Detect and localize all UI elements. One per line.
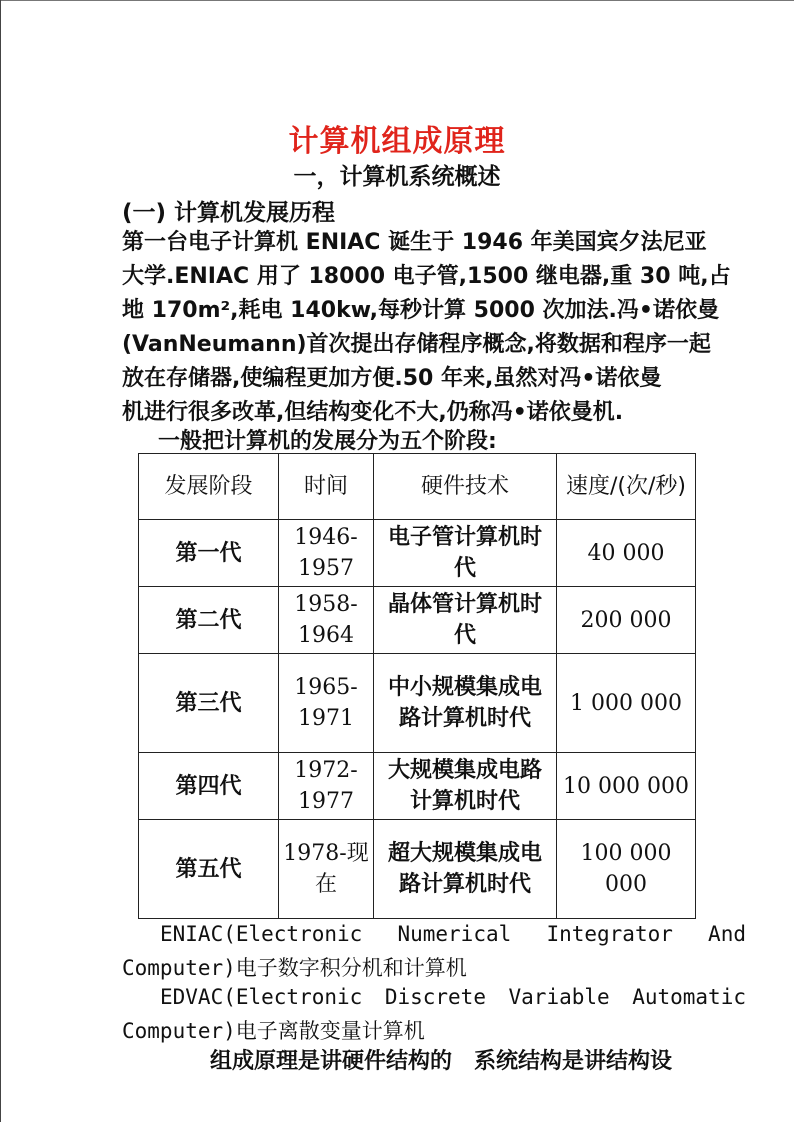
- paragraph-line: 机进行很多改革,但结构变化不大,仍称冯•诺依曼机.: [122, 400, 624, 425]
- edvac-word: EDVAC(Electronic: [160, 985, 363, 1009]
- technology-cell: 超大规模集成电路计算机时代: [374, 820, 557, 919]
- stage-cell: 第四代: [139, 753, 279, 820]
- period-cell: 1946-1957: [279, 520, 374, 587]
- header-stage: 发展阶段: [139, 454, 279, 520]
- page-top-border: [0, 0, 794, 1]
- eniac-definition-line: [160, 922, 746, 946]
- speed-cell: 1 000 000: [557, 654, 696, 753]
- edvac-word: Discrete: [384, 985, 486, 1009]
- eniac-word: And: [708, 922, 746, 946]
- section-heading: (一) 计算机发展历程: [122, 200, 336, 226]
- stage-cell: 第三代: [139, 654, 279, 753]
- table-row: [139, 753, 696, 820]
- table-row: [139, 587, 696, 654]
- period-cell: 1978-现在: [279, 820, 374, 919]
- closing-line: 组成原理是讲硬件结构的 系统结构是讲结构设: [210, 1049, 673, 1074]
- eniac-word: ENIAC(Electronic: [160, 922, 363, 946]
- table-row: [139, 654, 696, 753]
- chapter-heading: 一，计算机系统概述: [293, 164, 501, 190]
- technology-cell: 大规模集成电路计算机时代: [374, 753, 557, 820]
- header-period: 时间: [279, 454, 374, 520]
- period-cell: 1965-1971: [279, 654, 374, 753]
- paragraph-line: 第一台电子计算机 ENIAC 诞生于 1946 年美国宾夕法尼亚: [122, 230, 707, 255]
- paragraph-line: (VanNeumann)首次提出存储程序概念,将数据和程序一起: [122, 332, 711, 357]
- edvac-definition-tail: Computer)电子离散变量计算机: [122, 1019, 425, 1043]
- edvac-word: Automatic: [632, 985, 746, 1009]
- technology-cell: 电子管计算机时代: [374, 520, 557, 587]
- edvac-definition-line: [160, 985, 746, 1009]
- eniac-word: Numerical: [397, 922, 512, 946]
- eniac-definition-tail: Computer)电子数字积分机和计算机: [122, 956, 467, 980]
- stage-cell: 第一代: [139, 520, 279, 587]
- table-header-row: [139, 454, 696, 520]
- technology-cell: 晶体管计算机时代: [374, 587, 557, 654]
- speed-cell: 200 000: [557, 587, 696, 654]
- speed-cell: 10 000 000: [557, 753, 696, 820]
- stage-cell: 第五代: [139, 820, 279, 919]
- table-row: [139, 820, 696, 919]
- table-row: [139, 520, 696, 587]
- header-technology: 硬件技术: [374, 454, 557, 520]
- stage-cell: 第二代: [139, 587, 279, 654]
- edvac-word: Variable: [508, 985, 610, 1009]
- technology-cell: 中小规模集成电路计算机时代: [374, 654, 557, 753]
- paragraph-line: 地 170m²,耗电 140kw,每秒计算 5000 次加法.冯•诺依曼: [122, 298, 719, 323]
- header-speed: 速度/(次/秒): [557, 454, 696, 520]
- eniac-word: Integrator: [546, 922, 673, 946]
- speed-cell: 40 000: [557, 520, 696, 587]
- document-title: 计算机组成原理: [288, 124, 506, 159]
- history-paragraph: [122, 226, 748, 430]
- period-cell: 1972-1977: [279, 753, 374, 820]
- speed-cell: 100 000 000: [557, 820, 696, 919]
- paragraph-line: 大学.ENIAC 用了 18000 电子管,1500 继电器,重 30 吨,占: [122, 264, 731, 289]
- table-intro: 一般把计算机的发展分为五个阶段:: [158, 429, 497, 454]
- generations-table: [138, 453, 696, 919]
- period-cell: 1958-1964: [279, 587, 374, 654]
- paragraph-line: 放在存储器,使编程更加方便.50 年来,虽然对冯•诺依曼: [122, 366, 662, 391]
